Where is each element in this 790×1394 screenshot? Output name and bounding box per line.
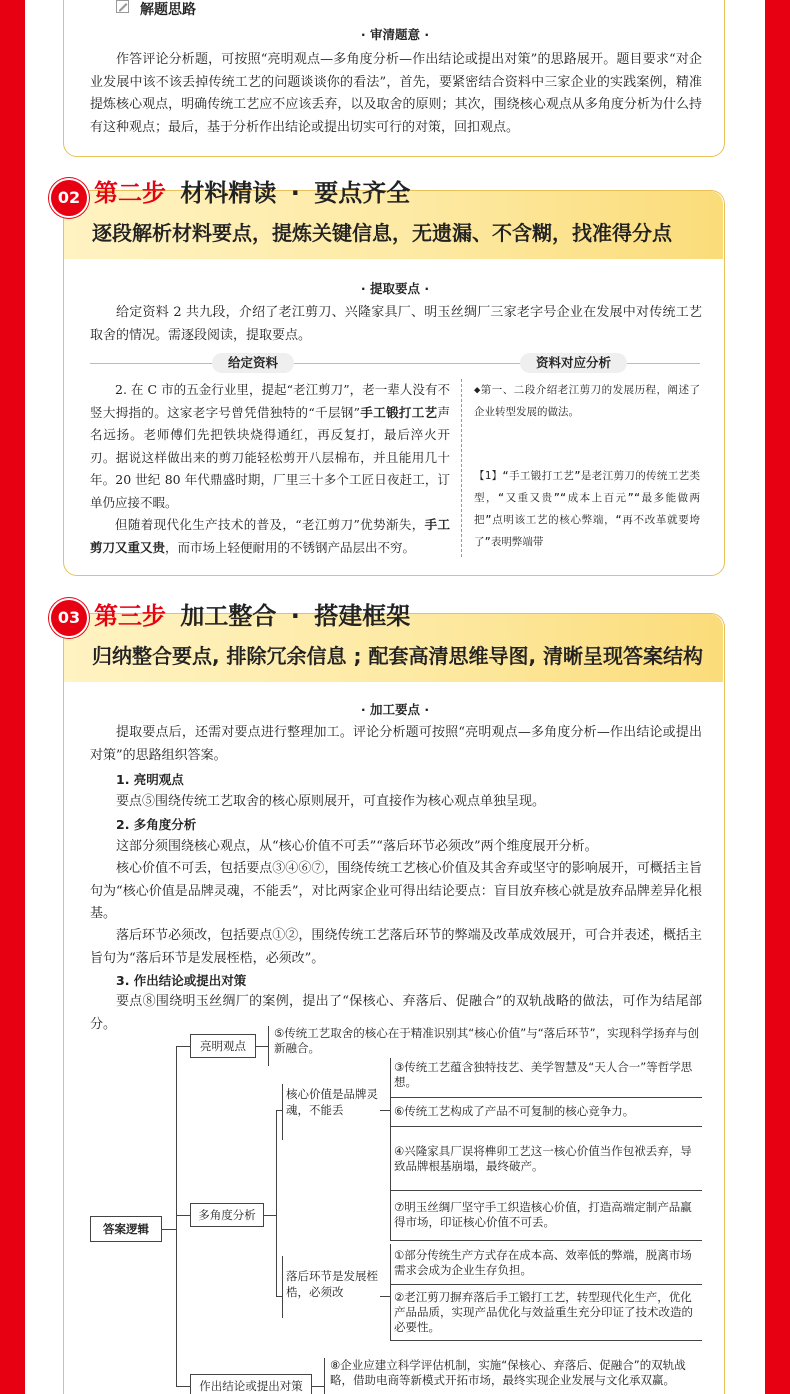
connector-line [380,1296,390,1297]
material-paragraph [90,514,450,559]
material-text [90,379,450,559]
step-title-dot: · [290,602,300,630]
step2-title [94,175,410,211]
connector-line [176,1215,190,1216]
connector-line [176,1386,190,1387]
section-label: · 加工要点 · [360,702,430,717]
conclusion-text: ⑧企业应建立科学评估机制，实施“保核心、弃落后、促融合”的双轨战略，借助电商等新模式开拓市场，最终实现企业发展与文化承双赢。 [330,1358,686,1387]
core-value-item: ④兴隆家具厂误将榫卯工艺这一核心价值当作包袱丢弃，导致品牌根基崩塌，最终破产。 [394,1144,692,1173]
step2-subtitle: 逐段解析材料要点，提炼关键信息，无遗漏、不含糊，找准得分点 [92,221,672,245]
connector-line [264,1215,276,1216]
material-paragraph [90,379,450,514]
step3-paragraph: 这部分须围绕核心观点，从“核心价值不可丢”“落后环节必须改”两个维度展开分析。 [116,839,598,854]
material-highlight: 手工剪刀又重又贵 [90,517,450,555]
step3-card [63,602,725,1394]
connector-line [390,1244,391,1340]
step3-paragraph: 提取要点后，还需对要点进行整理加工。评论分析题可按照“亮明观点—多角度分析—作出结论或提出对策”的思路组织答案。 [90,725,702,763]
page [25,0,765,1394]
connector-line [256,1046,268,1047]
connector-line [176,1046,190,1047]
connector-line [390,1340,702,1341]
connector-line [390,1190,702,1191]
material-highlight: 手工锻打工艺 [360,404,438,420]
step-title-part1: 材料精读 [180,179,277,207]
material-text-span: 声名远扬。老师傅们先把铁块烧得通红，再反复打，最后淬火开刃。据说这样做出来的剪刀能轻松剪开八层棉布，并且能用几十年。20 世纪 80 年代鼎盛时期，厂里三十多个工匠日夜赶工，订单仍应接不暇。 [90,404,450,510]
connector-line [390,1058,391,1240]
connector-line [282,1256,283,1318]
core-value-item: ③传统工艺蕴含独特技艺、美学智慧及“天人合一”等哲学思想。 [394,1060,693,1089]
step-title-part1: 加工整合 [180,602,277,630]
section-label: · 提取要点 · [360,281,430,296]
step2-card [63,179,725,576]
core-value-item: ⑥传统工艺构成了产品不可复制的核心竞争力。 [394,1104,635,1118]
step-title-part2: 要点齐全 [314,179,411,207]
analysis-card [63,0,725,157]
backward-item: ①部分传统生产方式存在成本高、效率低的弊端，脱离市场需求会成为企业生存负担。 [394,1248,692,1277]
connector-line [312,1386,324,1387]
connector-line [390,1240,702,1241]
material-text-span: 但随着现代化生产技术的普及，“老江剪刀”优势渐失， [115,517,425,532]
analysis-note-2: 【1】“手工锻打工艺”是老江剪刀的传统工艺类型，“又重又贵”“成本上百元”“最多能做两把”点明该工艺的核心弊端，“再不改革就要垮了”表明弊端带 [474,470,700,548]
step3-title [94,598,410,634]
column-separator [461,379,462,557]
connector-line [390,1126,702,1127]
step2-intro: 给定资料 2 共九段，介绍了老江剪刀、兴隆家具厂、明玉丝绸厂三家老字号企业在发展中对传统工艺取舍的情况。需逐段阅读，提取要点。 [90,305,702,343]
branch-viewpoint: 亮明观点 [190,1034,256,1058]
step3-paragraph: 落后环节必须改，包括要点①②，围绕传统工艺落后环节的弊端及改革成效展开，可合并表述，概括主旨句为“落后环节是发展桎梏，必须改”。 [90,928,702,966]
pencil-icon [116,0,130,13]
subheading: 2. 多角度分析 [116,817,197,832]
card-heading: 解题思路 [140,2,196,18]
branch-conclusion: 作出结论或提出对策 [190,1374,312,1394]
subheading: 3. 作出结论或提出对策 [116,973,247,988]
material-pill: 给定资料 [212,353,294,373]
mindmap-root: 答案逻辑 [90,1216,162,1242]
connector-line [268,1026,269,1066]
step3-subtitle: 归纳整合要点, 排除冗余信息 ; 配套高清思维导图, 清晰呈现答案结构 [92,644,704,668]
connector-line [276,1110,277,1296]
connector-line [176,1046,177,1386]
backward-item: ②老江剪刀摒弃落后手工锻打工艺，转型现代化生产，优化产品品质，实现产品优化与效益重生充分印证了技术改造的必要性。 [394,1290,693,1334]
material-text-span: 2. 在 C 市的五金行业里，提起“老江剪刀”，老一辈人没有不竖大拇指的。这家老字号曾凭借独特的“千层钢” [90,382,450,420]
step-title-part2: 搭建框架 [314,602,411,630]
connector-line [324,1358,325,1394]
step-number-label: 第二步 [94,179,166,207]
step3-badge: 03 [49,598,89,638]
step3-paragraph: 要点⑤围绕传统工艺取舍的核心原则展开，可直接作为核心观点单独呈现。 [116,794,546,809]
section-label: · 审清题意 · [360,27,430,42]
subheading: 1. 亮明观点 [116,772,184,787]
analysis-note-1: ◆第一、二段介绍老江剪刀的发展历程，阐述了企业转型发展的做法。 [474,384,700,418]
step3-paragraph: 要点⑧围绕明玉丝绸厂的案例，提出了“保核心、弃落后、促融合”的双轨战略的做法，可作为结尾部分。 [90,994,702,1032]
connector-line [390,1097,702,1098]
dimension-backward: 落后环节是发展桎梏，必须改 [286,1269,378,1299]
connector-line [390,1284,702,1285]
analysis-paragraph: 作答评论分析题，可按照“亮明观点—多角度分析—作出结论或提出对策”的思路展开。题目要求“对企业发展中该不该丢掉传统工艺的问题谈谈你的看法”，首先，要紧密结合资料中三家企业的实践案例，精准提炼核心观点，明确传统工艺应不应该丢弃，以及取舍的原则；其次，围绕核心观点从多角度分析为什么持有这种观点；最后，基于分析作出结论或提出切实可行的对策，回扣观点。 [90,52,702,135]
core-value-item: ⑦明玉丝绸厂坚守手工织造核心价值，打造高端定制产品赢得市场，印证核心价值不可丢。 [394,1200,692,1229]
material-text-span: ，而市场上轻便耐用的不锈钢产品层出不穷。 [165,539,416,555]
connector-line [162,1229,176,1230]
dimension-core-value: 核心价值是品牌灵魂，不能丢 [286,1087,378,1117]
step-title-dot: · [290,179,300,207]
step3-paragraph: 核心价值不可丢，包括要点③④⑥⑦，围绕传统工艺核心价值及其舍弃或坚守的影响展开，可概括主旨句为“核心价值是品牌灵魂，不能丢”，对比两家企业可得出结论要点：盲目放弃核心就是放弃品牌差异化根基。 [90,861,702,921]
step2-badge: 02 [49,178,89,218]
viewpoint-text: ⑤传统工艺取舍的核心在于精准识别其“核心价值”与“落后环节”，实现科学扬弃与创新融合。 [274,1026,700,1055]
connector-line [380,1110,390,1111]
step-number-label: 第三步 [94,602,166,630]
analysis-pill: 资料对应分析 [520,353,627,373]
branch-analysis: 多角度分析 [190,1203,264,1227]
connector-line [282,1084,283,1140]
